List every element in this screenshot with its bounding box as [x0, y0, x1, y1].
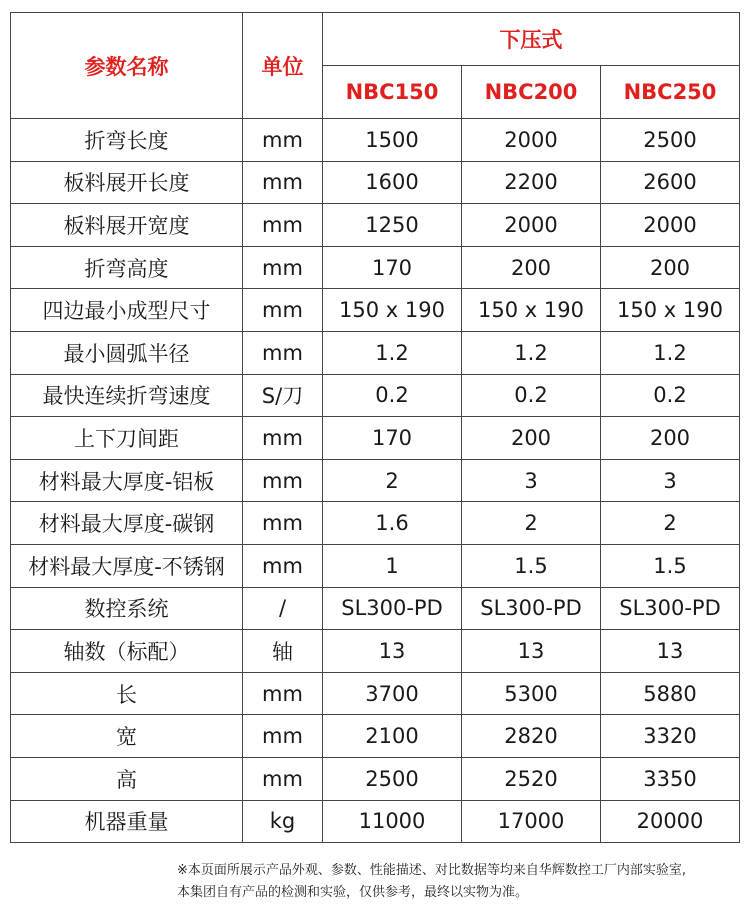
- table-row: [11, 417, 740, 460]
- value-cell: 2820: [462, 715, 601, 758]
- value-cell: 200: [601, 246, 740, 289]
- table-row: [11, 204, 740, 247]
- value-cell: 2100: [323, 715, 462, 758]
- spec-table: [10, 12, 740, 843]
- value-cell: 2000: [462, 119, 601, 162]
- value-cell: 1.6: [323, 502, 462, 545]
- table-row: [11, 374, 740, 417]
- table-row: [11, 502, 740, 545]
- value-cell: 1500: [323, 119, 462, 162]
- unit-cell: 轴: [243, 630, 323, 673]
- value-cell: 13: [601, 630, 740, 673]
- value-cell: 2520: [462, 757, 601, 800]
- value-cell: 1: [323, 544, 462, 587]
- value-cell: 13: [323, 630, 462, 673]
- param-name-cell: 材料最大厚度-不锈钢: [11, 544, 243, 587]
- param-name-cell: 板料展开宽度: [11, 204, 243, 247]
- unit-cell: mm: [243, 161, 323, 204]
- table-row: [11, 331, 740, 374]
- value-cell: 5300: [462, 672, 601, 715]
- table-row: [11, 587, 740, 630]
- footnote-line: ※本页面所展示产品外观、参数、性能描述、对比数据等均来自华辉数控工厂内部实验室,: [177, 863, 687, 878]
- value-cell: 0.2: [462, 374, 601, 417]
- value-cell: 2500: [323, 757, 462, 800]
- param-name-cell: 板料展开长度: [11, 161, 243, 204]
- model-header: NBC200: [462, 66, 601, 119]
- value-cell: 3: [462, 459, 601, 502]
- footnote-line: 本集团自有产品的检测和实验，仅供参考，最终以实物为准。: [177, 885, 529, 900]
- value-cell: 170: [323, 246, 462, 289]
- unit-cell: mm: [243, 672, 323, 715]
- param-name-cell: 宽: [11, 715, 243, 758]
- table-row: [11, 246, 740, 289]
- table-row: [11, 715, 740, 758]
- value-cell: 2000: [601, 204, 740, 247]
- unit-cell: mm: [243, 459, 323, 502]
- value-cell: 150 x 190: [601, 289, 740, 332]
- param-name-cell: 四边最小成型尺寸: [11, 289, 243, 332]
- unit-cell: mm: [243, 544, 323, 587]
- value-cell: 2600: [601, 161, 740, 204]
- value-cell: 0.2: [601, 374, 740, 417]
- value-cell: 2000: [462, 204, 601, 247]
- table-row: [11, 161, 740, 204]
- table-row: [11, 672, 740, 715]
- unit-cell: mm: [243, 119, 323, 162]
- value-cell: 1.5: [601, 544, 740, 587]
- param-name-cell: 机器重量: [11, 800, 243, 843]
- value-cell: 1.2: [462, 331, 601, 374]
- table-row: [11, 757, 740, 800]
- footnote: [177, 860, 737, 904]
- value-cell: 3700: [323, 672, 462, 715]
- table-row: [11, 544, 740, 587]
- value-cell: 1.2: [601, 331, 740, 374]
- value-cell: SL300-PD: [462, 587, 601, 630]
- value-cell: 3320: [601, 715, 740, 758]
- param-name-cell: 最小圆弧半径: [11, 331, 243, 374]
- param-name-cell: 材料最大厚度-铝板: [11, 459, 243, 502]
- header-row: [11, 13, 740, 66]
- param-name-cell: 折弯长度: [11, 119, 243, 162]
- table-row: [11, 800, 740, 843]
- value-cell: 3350: [601, 757, 740, 800]
- value-cell: 2500: [601, 119, 740, 162]
- unit-cell: mm: [243, 204, 323, 247]
- param-name-cell: 最快连续折弯速度: [11, 374, 243, 417]
- value-cell: 11000: [323, 800, 462, 843]
- table-row: [11, 459, 740, 502]
- unit-cell: mm: [243, 757, 323, 800]
- value-cell: 200: [462, 246, 601, 289]
- value-cell: 200: [462, 417, 601, 460]
- value-cell: 5880: [601, 672, 740, 715]
- param-name-cell: 材料最大厚度-碳钢: [11, 502, 243, 545]
- value-cell: 200: [601, 417, 740, 460]
- value-cell: 1600: [323, 161, 462, 204]
- unit-cell: mm: [243, 331, 323, 374]
- value-cell: 1.2: [323, 331, 462, 374]
- param-name-cell: 长: [11, 672, 243, 715]
- model-header: NBC250: [601, 66, 740, 119]
- value-cell: 170: [323, 417, 462, 460]
- value-cell: SL300-PD: [601, 587, 740, 630]
- param-name-cell: 折弯高度: [11, 246, 243, 289]
- value-cell: 2: [601, 502, 740, 545]
- unit-cell: S/刀: [243, 374, 323, 417]
- value-cell: 2: [323, 459, 462, 502]
- unit-cell: mm: [243, 502, 323, 545]
- unit-cell: kg: [243, 800, 323, 843]
- table-row: [11, 119, 740, 162]
- unit-cell: /: [243, 587, 323, 630]
- value-cell: 150 x 190: [323, 289, 462, 332]
- table-row: [11, 630, 740, 673]
- unit-cell: mm: [243, 289, 323, 332]
- value-cell: SL300-PD: [323, 587, 462, 630]
- param-name-cell: 高: [11, 757, 243, 800]
- unit-cell: mm: [243, 246, 323, 289]
- param-name-cell: 数控系统: [11, 587, 243, 630]
- value-cell: 20000: [601, 800, 740, 843]
- value-cell: 17000: [462, 800, 601, 843]
- value-cell: 1.5: [462, 544, 601, 587]
- param-name-cell: 轴数（标配）: [11, 630, 243, 673]
- header-unit: 单位: [243, 13, 323, 119]
- value-cell: 150 x 190: [462, 289, 601, 332]
- model-header: NBC150: [323, 66, 462, 119]
- header-group: 下压式: [323, 13, 740, 66]
- value-cell: 2200: [462, 161, 601, 204]
- unit-cell: mm: [243, 715, 323, 758]
- value-cell: 2: [462, 502, 601, 545]
- value-cell: 3: [601, 459, 740, 502]
- table-row: [11, 289, 740, 332]
- value-cell: 1250: [323, 204, 462, 247]
- value-cell: 13: [462, 630, 601, 673]
- param-name-cell: 上下刀间距: [11, 417, 243, 460]
- value-cell: 0.2: [323, 374, 462, 417]
- header-param-name: 参数名称: [11, 13, 243, 119]
- unit-cell: mm: [243, 417, 323, 460]
